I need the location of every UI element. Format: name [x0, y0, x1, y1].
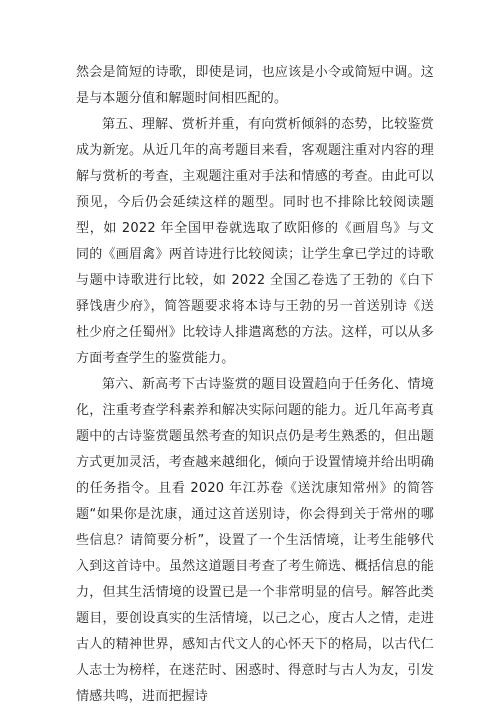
paragraph-sixth-point: 第六、新高考下古诗鉴赏的题目设置趋向于任务化、情境化，注重考查学科素养和解决实际问题的能力。近几年高考真题中的古诗鉴赏题虽然考查的知识点仍是考生熟悉的，但出题方式更加灵活，考查越来越细化，倾向于设置情境并给出明确的任务指令。且看 2020 年江苏卷《送沈康知常州》的简答题“如果你是沈康，通过这首送别诗，你会得到关于常州的哪些信息？请简要分析”，设置了一个生活情境，让考生能够代入到这首诗中。虽然这道题目考查了考生筛选、概括信息的能力，但其生活情境的设置已是一个非常明显的信号。解答此类题目，要创设真实的生活情境，以己之心，度古人之情，走进古人的精神世界，感知古代文人的心怀天下的格局，以古代仁人志士为榜样，在迷茫时、困惑时、得意时与古人为友，引发情感共鸣，进而把握诗 — [76, 377, 434, 704]
document-body — [76, 60, 434, 710]
paragraph-fifth-point: 第五、理解、赏析并重，有向赏析倾斜的态势，比较鉴赏成为新宠。从近几年的高考题目来看，客观题注重对内容的理解与赏析的考查，主观题注重对手法和情感的考查。由此可以预见，今后仍会延续这样的题型。同时也不排除比较阅读题型，如 2022 年全国甲卷就选取了欧阳修的《画眉鸟》与文同的《画眉禽》两首诗进行比较阅读；让学生拿已学过的诗歌与题中诗歌进行比较，如 2022 全国乙卷选了王勃的《白下驿饯唐少府》，简答题要求将本诗与王勃的另一首送别诗《送杜少府之任蜀州》比较诗人排遣离愁的方法。这样，可以从多方面考查学生的鉴赏能力。 — [76, 117, 434, 366]
paragraph-continuation: 然会是简短的诗歌，即使是词，也应该是小令或简短中调。这是与本题分值和解题时间相匹配的。 — [76, 65, 434, 106]
